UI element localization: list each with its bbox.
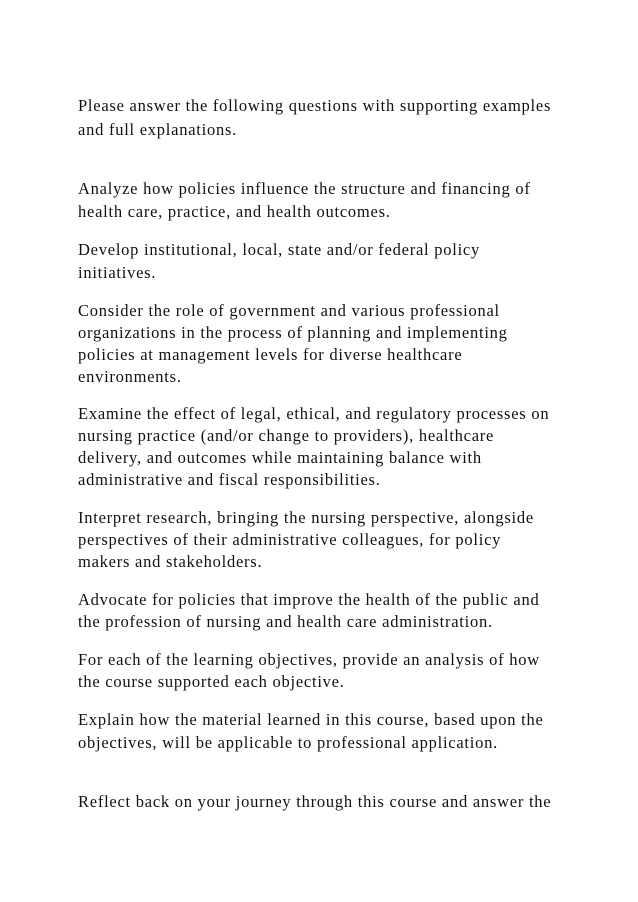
objective-consider-line-2: organizations in the process of planning and implementing — [78, 323, 508, 342]
objective-advocate-line-1: Advocate for policies that improve the health of the public and — [78, 590, 540, 609]
question-explain-line-2: objectives, will be applicable to professional application. — [78, 733, 498, 752]
objective-examine-line-2: nursing practice (and/or change to providers), healthcare — [78, 426, 495, 445]
objective-examine-line-4: administrative and fiscal responsibilities. — [78, 470, 381, 489]
objective-interpret-line-2: perspectives of their administrative colleagues, for policy — [78, 530, 502, 549]
intro-line-2: and full explanations. — [78, 120, 238, 139]
objective-consider-line-4: environments. — [78, 367, 182, 386]
objective-consider-line-1: Consider the role of government and various professional — [78, 301, 500, 320]
question-analysis-line-1: For each of the learning objectives, provide an analysis of how — [78, 650, 540, 669]
reflect-line-1: Reflect back on your journey through this course and answer the — [78, 792, 552, 811]
objective-examine-line-1: Examine the effect of legal, ethical, and regulatory processes on — [78, 404, 550, 423]
intro-line-1: Please answer the following questions with supporting examples — [78, 96, 552, 115]
objective-develop-line-1: Develop institutional, local, state and/or federal policy — [78, 240, 480, 259]
objective-examine-line-3: delivery, and outcomes while maintaining balance with — [78, 448, 482, 467]
objective-interpret-line-1: Interpret research, bringing the nursing perspective, alongside — [78, 508, 534, 527]
objective-analyze-line-2: health care, practice, and health outcomes. — [78, 202, 391, 221]
objective-interpret-line-3: makers and stakeholders. — [78, 552, 263, 571]
question-analysis-line-2: the course supported each objective. — [78, 672, 345, 691]
question-explain-line-1: Explain how the material learned in this course, based upon the — [78, 710, 544, 729]
objective-develop-line-2: initiatives. — [78, 263, 157, 282]
objective-analyze-line-1: Analyze how policies influence the structure and financing of — [78, 179, 531, 198]
objective-advocate-line-2: the profession of nursing and health care administration. — [78, 612, 493, 631]
objective-consider-line-3: policies at management levels for diverse healthcare — [78, 345, 463, 364]
